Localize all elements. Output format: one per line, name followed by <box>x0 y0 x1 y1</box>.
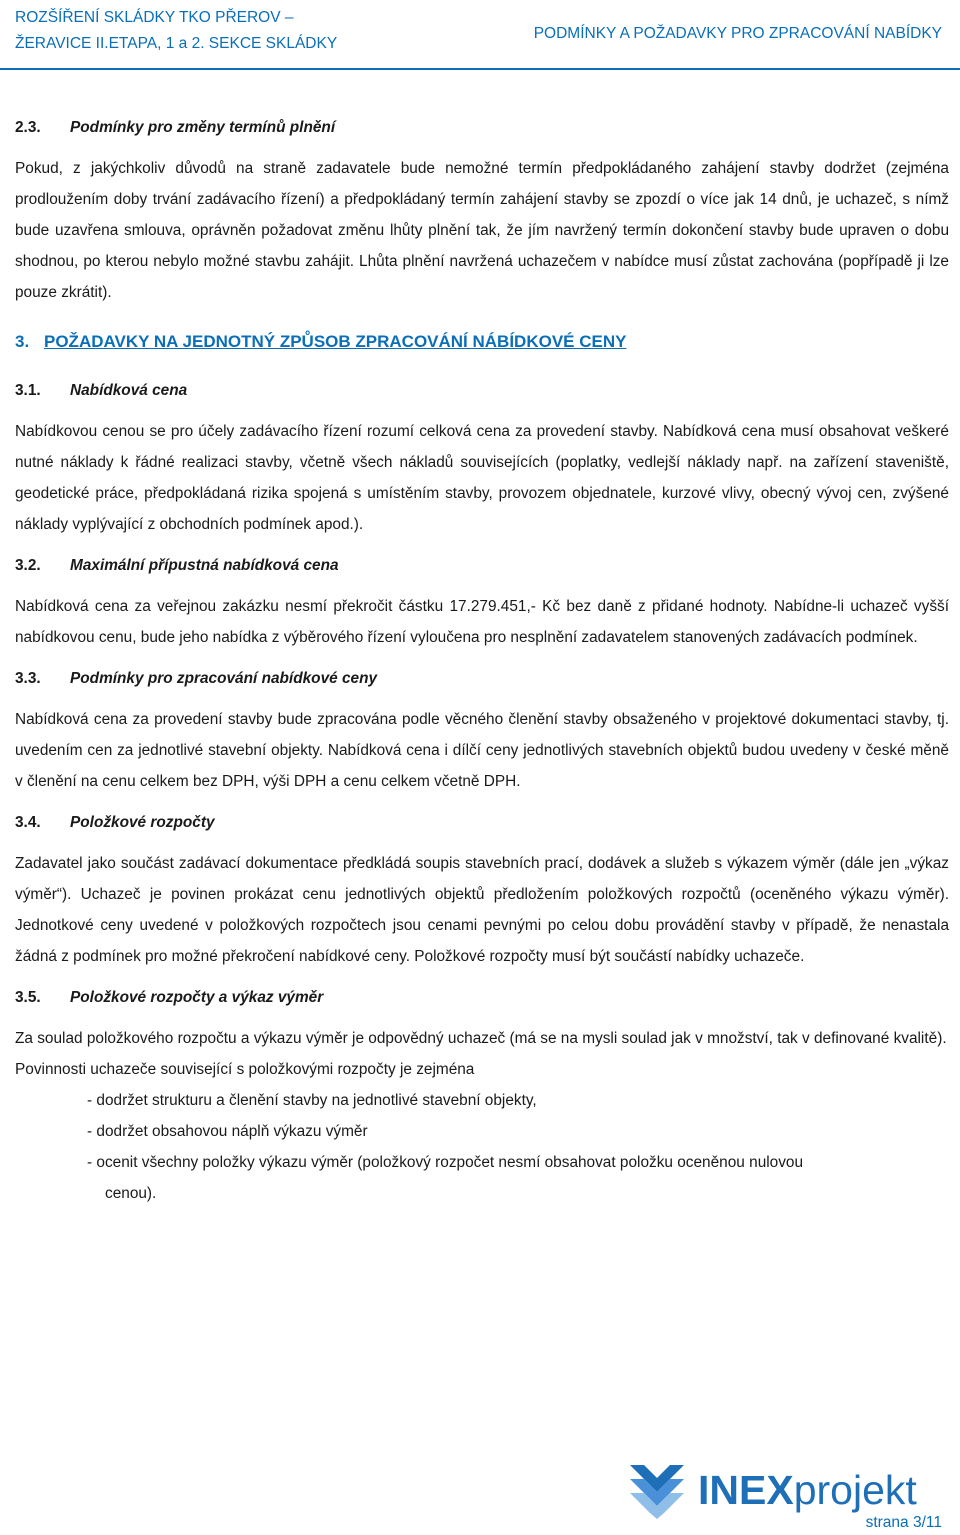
section-3-1-paragraph: Nabídkovou cenou se pro účely zadávacího řízení rozumí celková cena za provedení stavby. Nabídková cena musí obsahovat veškeré nutné náklady k řádné realizaci stavby, včetně všech nákladů souvisejících (poplatky, vedlejší náklady např. na zařízení staveniště, geodetické práce, předpokládaná rizika spojená s umístěním stavby, provozem objednatele, kurzové vlivy, obecný vývoj cen, zvýšené náklady vyplývající z obchodních podmínek apod.). <box>15 423 949 533</box>
list-item-continuation: cenou). <box>105 1185 157 1202</box>
section-3-5-paragraph-1: Za soulad položkového rozpočtu a výkazu výměr je odpovědný uchazeč (má se na mysli soulad jak v množství, tak v definované kvalitě). <box>15 1030 947 1047</box>
section-3-2-heading <box>15 550 949 581</box>
logo-chevron-icon <box>628 1461 686 1519</box>
project-title-line2: ŽERAVICE II.ETAPA, 1 a 2. SEKCE SKLÁDKY <box>15 35 338 52</box>
list-item <box>87 1147 949 1209</box>
section-3-5-heading <box>15 982 949 1013</box>
section-3-5-paragraph-2: Povinnosti uchazeče související s položkovými rozpočty je zejména <box>15 1061 475 1078</box>
section-number: 3.2. <box>15 557 41 574</box>
project-title <box>15 5 337 57</box>
section-number: 3.5. <box>15 989 41 1006</box>
section-title: Podmínky pro zpracování nabídkové ceny <box>70 670 378 687</box>
section-2-3-heading <box>15 112 949 143</box>
section-number: 3.4. <box>15 814 41 831</box>
section-3-4-paragraph: Zadavatel jako součást zadávací dokumentace předkládá soupis stavebních prací, dodávek a služeb s výkazem výměr (dále jen „výkaz výměr“). Uchazeč je povinen prokázat cenu jednotlivých objektů předložením položkových rozpočtů (oceněného výkazu výměr). Jednotkové ceny uvedené v položkových rozpočtech jsou cenami pevnými po celou dobu provádění stavby v případě, že nenastala žádná z podmínek pro možné překročení nabídkové ceny. Položkové rozpočty musí být součástí nabídky uchazeče. <box>15 855 949 965</box>
section-title: Položkové rozpočty <box>70 814 215 831</box>
project-title-line1: ROZŠÍŘENÍ SKLÁDKY TKO PŘEROV – <box>15 9 294 26</box>
section-3-1-heading <box>15 375 949 406</box>
section-3-3-paragraph: Nabídková cena za provedení stavby bude zpracována podle věcného členění stavby obsaženého v projektové dokumentaci stavby, tj. uvedením cen za jednotlivé stavební objekty. Nabídková cena i dílčí ceny jednotlivých stavebních objektů budou uvedeny v české měně v členění na cenu celkem bez DPH, výši DPH a cenu celkem včetně DPH. <box>15 711 949 790</box>
section-3-3-heading <box>15 663 949 694</box>
section-2-3-paragraph: Pokud, z jakýchkoliv důvodů na straně zadavatele bude nemožné termín předpokládaného zahájení stavby dodržet (zejména prodloužením doby trvání zadávacího řízení) a předpokládaný termín zahájení stavby se zpozdí o více jak 14 dnů, je uchazeč, s nímž bude uzavřena smlouva, oprávněn požadovat změnu lhůty plnění tak, že jím navržený termín dokončení stavby bude upraven o dobu shodnou, po kterou nebylo možné stavbu zahájit. Lhůta plnění navržená uchazečem v nabídce musí zůstat zachována (popřípadě ji lze pouze zkrátit). <box>15 160 949 301</box>
section-title: POŽADAVKY NA JEDNOTNÝ ZPŮSOB ZPRACOVÁNÍ NÁBÍDKOVÉ CENY <box>44 332 627 351</box>
page-header <box>0 0 960 68</box>
section-3-2-paragraph: Nabídková cena za veřejnou zakázku nesmí překročit částku 17.279.451,- Kč bez daně z přidané hodnoty. Nabídne-li uchazeč vyšší nabídkovou cenu, bude jeho nabídka z výběrového řízení vyloučena pro nesplnění zadavatelem stanovených zadávacích podmínek. <box>15 598 949 646</box>
section-title: Položkové rozpočty a výkaz výměr <box>70 989 324 1006</box>
document-body <box>15 112 949 1209</box>
list-item: - dodržet strukturu a členění stavby na jednotlivé stavební objekty, <box>87 1092 537 1109</box>
logo-inex: INEX <box>698 1467 794 1513</box>
page-number: strana 3/11 <box>865 1514 942 1531</box>
section-title: Nabídková cena <box>70 382 188 399</box>
section-number: 3.3. <box>15 670 41 687</box>
section-title: Maximální přípustná nabídková cena <box>70 557 339 574</box>
logo-projekt: projekt <box>793 1467 917 1513</box>
section-title: Podmínky pro změny termínů plnění <box>70 119 336 136</box>
section-number: 3.1. <box>15 382 41 399</box>
section-3-4-heading <box>15 807 949 838</box>
section-number: 2.3. <box>15 119 41 136</box>
list-item-text: - ocenit všechny položky výkazu výměr (položkový rozpočet nesmí obsahovat položku oceněnou nulovou <box>87 1154 804 1171</box>
logo-wordmark <box>698 1467 917 1513</box>
section-3-heading <box>15 326 949 357</box>
header-divider <box>0 68 960 70</box>
section-number: 3. <box>15 332 30 351</box>
document-title: PODMÍNKY A POŽADAVKY PRO ZPRACOVÁNÍ NABÍDKY <box>533 25 942 42</box>
list-item: - dodržet obsahovou náplň výkazu výměr <box>87 1123 368 1140</box>
